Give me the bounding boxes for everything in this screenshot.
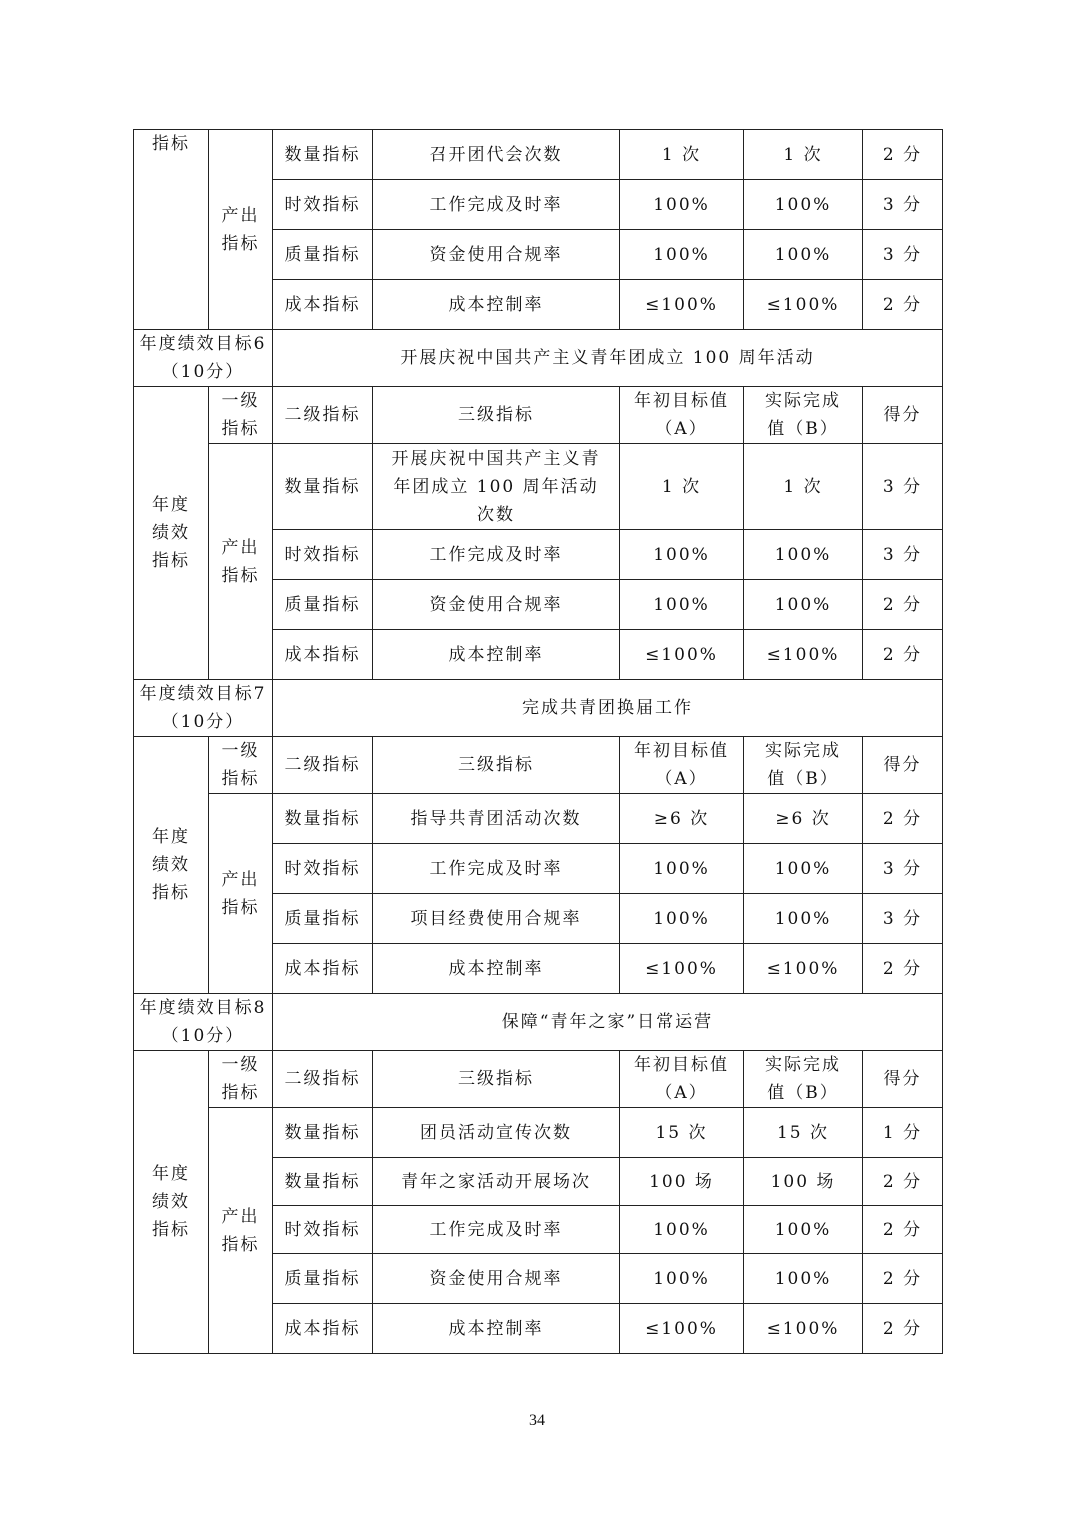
score-cell: 3 分 xyxy=(863,530,943,580)
second-level-cell: 质量指标 xyxy=(273,894,373,944)
table-body xyxy=(134,130,943,1354)
header-score-cell: 得分 xyxy=(863,1051,943,1108)
second-level-cell: 时效指标 xyxy=(273,844,373,894)
indicator-label-cell: 指标 xyxy=(134,130,209,330)
actual-value-cell: 100% xyxy=(744,230,863,280)
header-target-cell: 年初目标值（A） xyxy=(620,1051,744,1108)
header-actual-cell: 实际完成值（B） xyxy=(744,1051,863,1108)
score-cell: 3 分 xyxy=(863,230,943,280)
header-actual-cell: 实际完成值（B） xyxy=(744,737,863,794)
goal-label-cell: 年度绩效目标8（10分） xyxy=(134,994,273,1051)
score-cell: 3 分 xyxy=(863,894,943,944)
second-level-cell: 时效指标 xyxy=(273,530,373,580)
annual-indicator-cell: 年度绩效指标 xyxy=(134,737,209,994)
target-value-cell: ≤100% xyxy=(620,630,744,680)
second-level-cell: 数量指标 xyxy=(273,1158,373,1206)
third-level-cell: 项目经费使用合规率 xyxy=(373,894,620,944)
score-cell: 2 分 xyxy=(863,794,943,844)
goal-row xyxy=(134,994,943,1051)
actual-value-cell: 100 场 xyxy=(744,1158,863,1206)
goal-label-cell: 年度绩效目标6（10分） xyxy=(134,330,273,387)
header-level3-cell: 三级指标 xyxy=(373,737,620,794)
second-level-cell: 成本指标 xyxy=(273,944,373,994)
score-cell: 1 分 xyxy=(863,1108,943,1158)
actual-value-cell: ≤100% xyxy=(744,944,863,994)
goal-row xyxy=(134,680,943,737)
page-number: 34 xyxy=(529,1412,545,1429)
header-level3-cell: 三级指标 xyxy=(373,1051,620,1108)
target-value-cell: ≤100% xyxy=(620,944,744,994)
actual-value-cell: 100% xyxy=(744,580,863,630)
table-row xyxy=(134,130,943,180)
output-indicator-cell: 产出指标 xyxy=(209,444,273,680)
annual-indicator-cell: 年度绩效指标 xyxy=(134,1051,209,1354)
output-indicator-cell: 产出指标 xyxy=(209,794,273,994)
header-actual-cell: 实际完成值（B） xyxy=(744,387,863,444)
header-score-cell: 得分 xyxy=(863,387,943,444)
third-level-cell: 工作完成及时率 xyxy=(373,844,620,894)
score-cell: 2 分 xyxy=(863,1206,943,1254)
actual-value-cell: 1 次 xyxy=(744,444,863,530)
second-level-cell: 成本指标 xyxy=(273,280,373,330)
third-level-cell: 工作完成及时率 xyxy=(373,530,620,580)
header-level2-cell: 二级指标 xyxy=(273,387,373,444)
actual-value-cell: ≤100% xyxy=(744,280,863,330)
third-level-cell: 工作完成及时率 xyxy=(373,180,620,230)
header-row xyxy=(134,1051,943,1108)
table-row xyxy=(134,1108,943,1158)
target-value-cell: 100 场 xyxy=(620,1158,744,1206)
actual-value-cell: ≤100% xyxy=(744,1304,863,1354)
second-level-cell: 成本指标 xyxy=(273,630,373,680)
actual-value-cell: 100% xyxy=(744,1206,863,1254)
target-value-cell: ≤100% xyxy=(620,1304,744,1354)
third-level-cell: 资金使用合规率 xyxy=(373,1254,620,1304)
third-level-cell: 开展庆祝中国共产主义青年团成立 100 周年活动次数 xyxy=(373,444,620,530)
target-value-cell: 100% xyxy=(620,180,744,230)
second-level-cell: 时效指标 xyxy=(273,1206,373,1254)
header-row xyxy=(134,737,943,794)
third-level-cell: 团员活动宣传次数 xyxy=(373,1108,620,1158)
header-level3-cell: 三级指标 xyxy=(373,387,620,444)
actual-value-cell: 100% xyxy=(744,1254,863,1304)
actual-value-cell: 15 次 xyxy=(744,1108,863,1158)
third-level-cell: 成本控制率 xyxy=(373,944,620,994)
goal-label-cell: 年度绩效目标7（10分） xyxy=(134,680,273,737)
actual-value-cell: 100% xyxy=(744,894,863,944)
output-indicator-cell: 产出指标 xyxy=(209,1108,273,1354)
score-cell: 3 分 xyxy=(863,180,943,230)
score-cell: 3 分 xyxy=(863,444,943,530)
third-level-cell: 成本控制率 xyxy=(373,630,620,680)
second-level-cell: 成本指标 xyxy=(273,1304,373,1354)
target-value-cell: 1 次 xyxy=(620,130,744,180)
actual-value-cell: 100% xyxy=(744,844,863,894)
goal-row xyxy=(134,330,943,387)
score-cell: 2 分 xyxy=(863,1304,943,1354)
header-target-cell: 年初目标值（A） xyxy=(620,387,744,444)
annual-indicator-cell: 年度绩效指标 xyxy=(134,387,209,680)
third-level-cell: 指导共青团活动次数 xyxy=(373,794,620,844)
header-score-cell: 得分 xyxy=(863,737,943,794)
second-level-cell: 数量指标 xyxy=(273,794,373,844)
second-level-cell: 质量指标 xyxy=(273,580,373,630)
target-value-cell: 100% xyxy=(620,530,744,580)
target-value-cell: 100% xyxy=(620,580,744,630)
score-cell: 2 分 xyxy=(863,1254,943,1304)
target-value-cell: 100% xyxy=(620,844,744,894)
second-level-cell: 数量指标 xyxy=(273,1108,373,1158)
target-value-cell: 100% xyxy=(620,1206,744,1254)
target-value-cell: ≤100% xyxy=(620,280,744,330)
actual-value-cell: 1 次 xyxy=(744,130,863,180)
header-level1-cell: 一级指标 xyxy=(209,737,273,794)
second-level-cell: 时效指标 xyxy=(273,180,373,230)
header-row xyxy=(134,387,943,444)
second-level-cell: 数量指标 xyxy=(273,130,373,180)
goal-text-cell: 完成共青团换届工作 xyxy=(273,680,943,737)
output-indicator-cell: 产出指标 xyxy=(209,130,273,330)
third-level-cell: 青年之家活动开展场次 xyxy=(373,1158,620,1206)
score-cell: 3 分 xyxy=(863,844,943,894)
third-level-cell: 召开团代会次数 xyxy=(373,130,620,180)
score-cell: 2 分 xyxy=(863,280,943,330)
score-cell: 2 分 xyxy=(863,130,943,180)
header-level2-cell: 二级指标 xyxy=(273,737,373,794)
third-level-cell: 成本控制率 xyxy=(373,280,620,330)
score-cell: 2 分 xyxy=(863,630,943,680)
score-cell: 2 分 xyxy=(863,580,943,630)
third-level-cell: 资金使用合规率 xyxy=(373,230,620,280)
target-value-cell: 100% xyxy=(620,1254,744,1304)
header-level1-cell: 一级指标 xyxy=(209,387,273,444)
third-level-cell: 资金使用合规率 xyxy=(373,580,620,630)
actual-value-cell: ≥6 次 xyxy=(744,794,863,844)
actual-value-cell: 100% xyxy=(744,530,863,580)
table-row xyxy=(134,794,943,844)
score-cell: 2 分 xyxy=(863,1158,943,1206)
third-level-cell: 成本控制率 xyxy=(373,1304,620,1354)
third-level-cell: 工作完成及时率 xyxy=(373,1206,620,1254)
second-level-cell: 数量指标 xyxy=(273,444,373,530)
target-value-cell: 15 次 xyxy=(620,1108,744,1158)
second-level-cell: 质量指标 xyxy=(273,1254,373,1304)
table-row xyxy=(134,444,943,530)
header-target-cell: 年初目标值（A） xyxy=(620,737,744,794)
header-level1-cell: 一级指标 xyxy=(209,1051,273,1108)
actual-value-cell: ≤100% xyxy=(744,630,863,680)
performance-table xyxy=(133,129,943,1354)
score-cell: 2 分 xyxy=(863,944,943,994)
goal-text-cell: 保障“青年之家”日常运营 xyxy=(273,994,943,1051)
header-level2-cell: 二级指标 xyxy=(273,1051,373,1108)
target-value-cell: 1 次 xyxy=(620,444,744,530)
actual-value-cell: 100% xyxy=(744,180,863,230)
goal-text-cell: 开展庆祝中国共产主义青年团成立 100 周年活动 xyxy=(273,330,943,387)
target-value-cell: 100% xyxy=(620,230,744,280)
target-value-cell: ≥6 次 xyxy=(620,794,744,844)
second-level-cell: 质量指标 xyxy=(273,230,373,280)
target-value-cell: 100% xyxy=(620,894,744,944)
